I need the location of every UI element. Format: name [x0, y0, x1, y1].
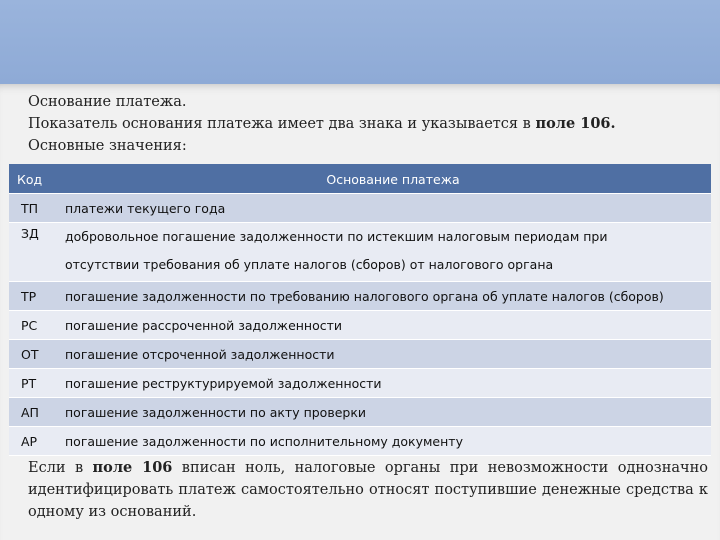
row-code: РС [21, 318, 38, 333]
row-text-line1: добровольное погашение задолженности по истекшим налоговым периодам при [65, 229, 608, 244]
intro-description-text: Показатель основания платежа имеет два знака и указывается в [28, 116, 536, 132]
row-text: погашение отсроченной задолженности [65, 347, 335, 362]
intro-values-label: Основные значения: [28, 138, 187, 154]
outro-suffix: вписан ноль, налоговые органы при невозможности однозначно идентифицировать платеж самостоятельно относят поступившие денежные средства к одному из оснований. [28, 460, 708, 520]
intro-title: Основание платежа. [28, 94, 187, 110]
table-row [9, 194, 711, 223]
row-text: погашение реструктурируемой задолженности [65, 376, 382, 391]
table-row [9, 223, 711, 282]
row-text-line2: отсутствии требования об уплате налогов (сборов) от налогового органа [65, 257, 554, 272]
row-code: ЗД [21, 226, 39, 241]
table-row [9, 427, 711, 456]
row-text: погашение задолженности по акту проверки [65, 405, 366, 420]
row-text: погашение задолженности по исполнительному документу [65, 434, 463, 449]
title-banner [0, 0, 720, 84]
table-header [9, 164, 711, 194]
basis-table [9, 164, 711, 456]
row-code: ТР [21, 289, 37, 304]
row-code: РТ [21, 376, 37, 391]
outro-field-reference: поле 106 [92, 459, 173, 476]
outro-text [28, 457, 708, 523]
row-text: платежи текущего года [65, 201, 226, 216]
table-row [9, 369, 711, 398]
table-row [9, 311, 711, 340]
header-basis: Основание платежа [326, 172, 460, 187]
row-code: ТП [21, 201, 39, 216]
table-row [9, 340, 711, 369]
row-text: погашение рассроченной задолженности [65, 318, 343, 333]
table-row [9, 282, 711, 311]
field-reference: поле 106. [535, 115, 616, 132]
row-text: погашение задолженности по требованию налогового органа об уплате налогов (сборов) [65, 289, 664, 304]
row-code: АП [21, 405, 39, 420]
header-code: Код [17, 172, 43, 187]
intro-text [28, 91, 708, 157]
row-code: АР [21, 434, 38, 449]
intro-description [28, 113, 708, 135]
outro-prefix: Если в [28, 460, 93, 476]
row-text [65, 223, 711, 281]
table-row [9, 398, 711, 427]
row-code: ОТ [21, 347, 39, 362]
